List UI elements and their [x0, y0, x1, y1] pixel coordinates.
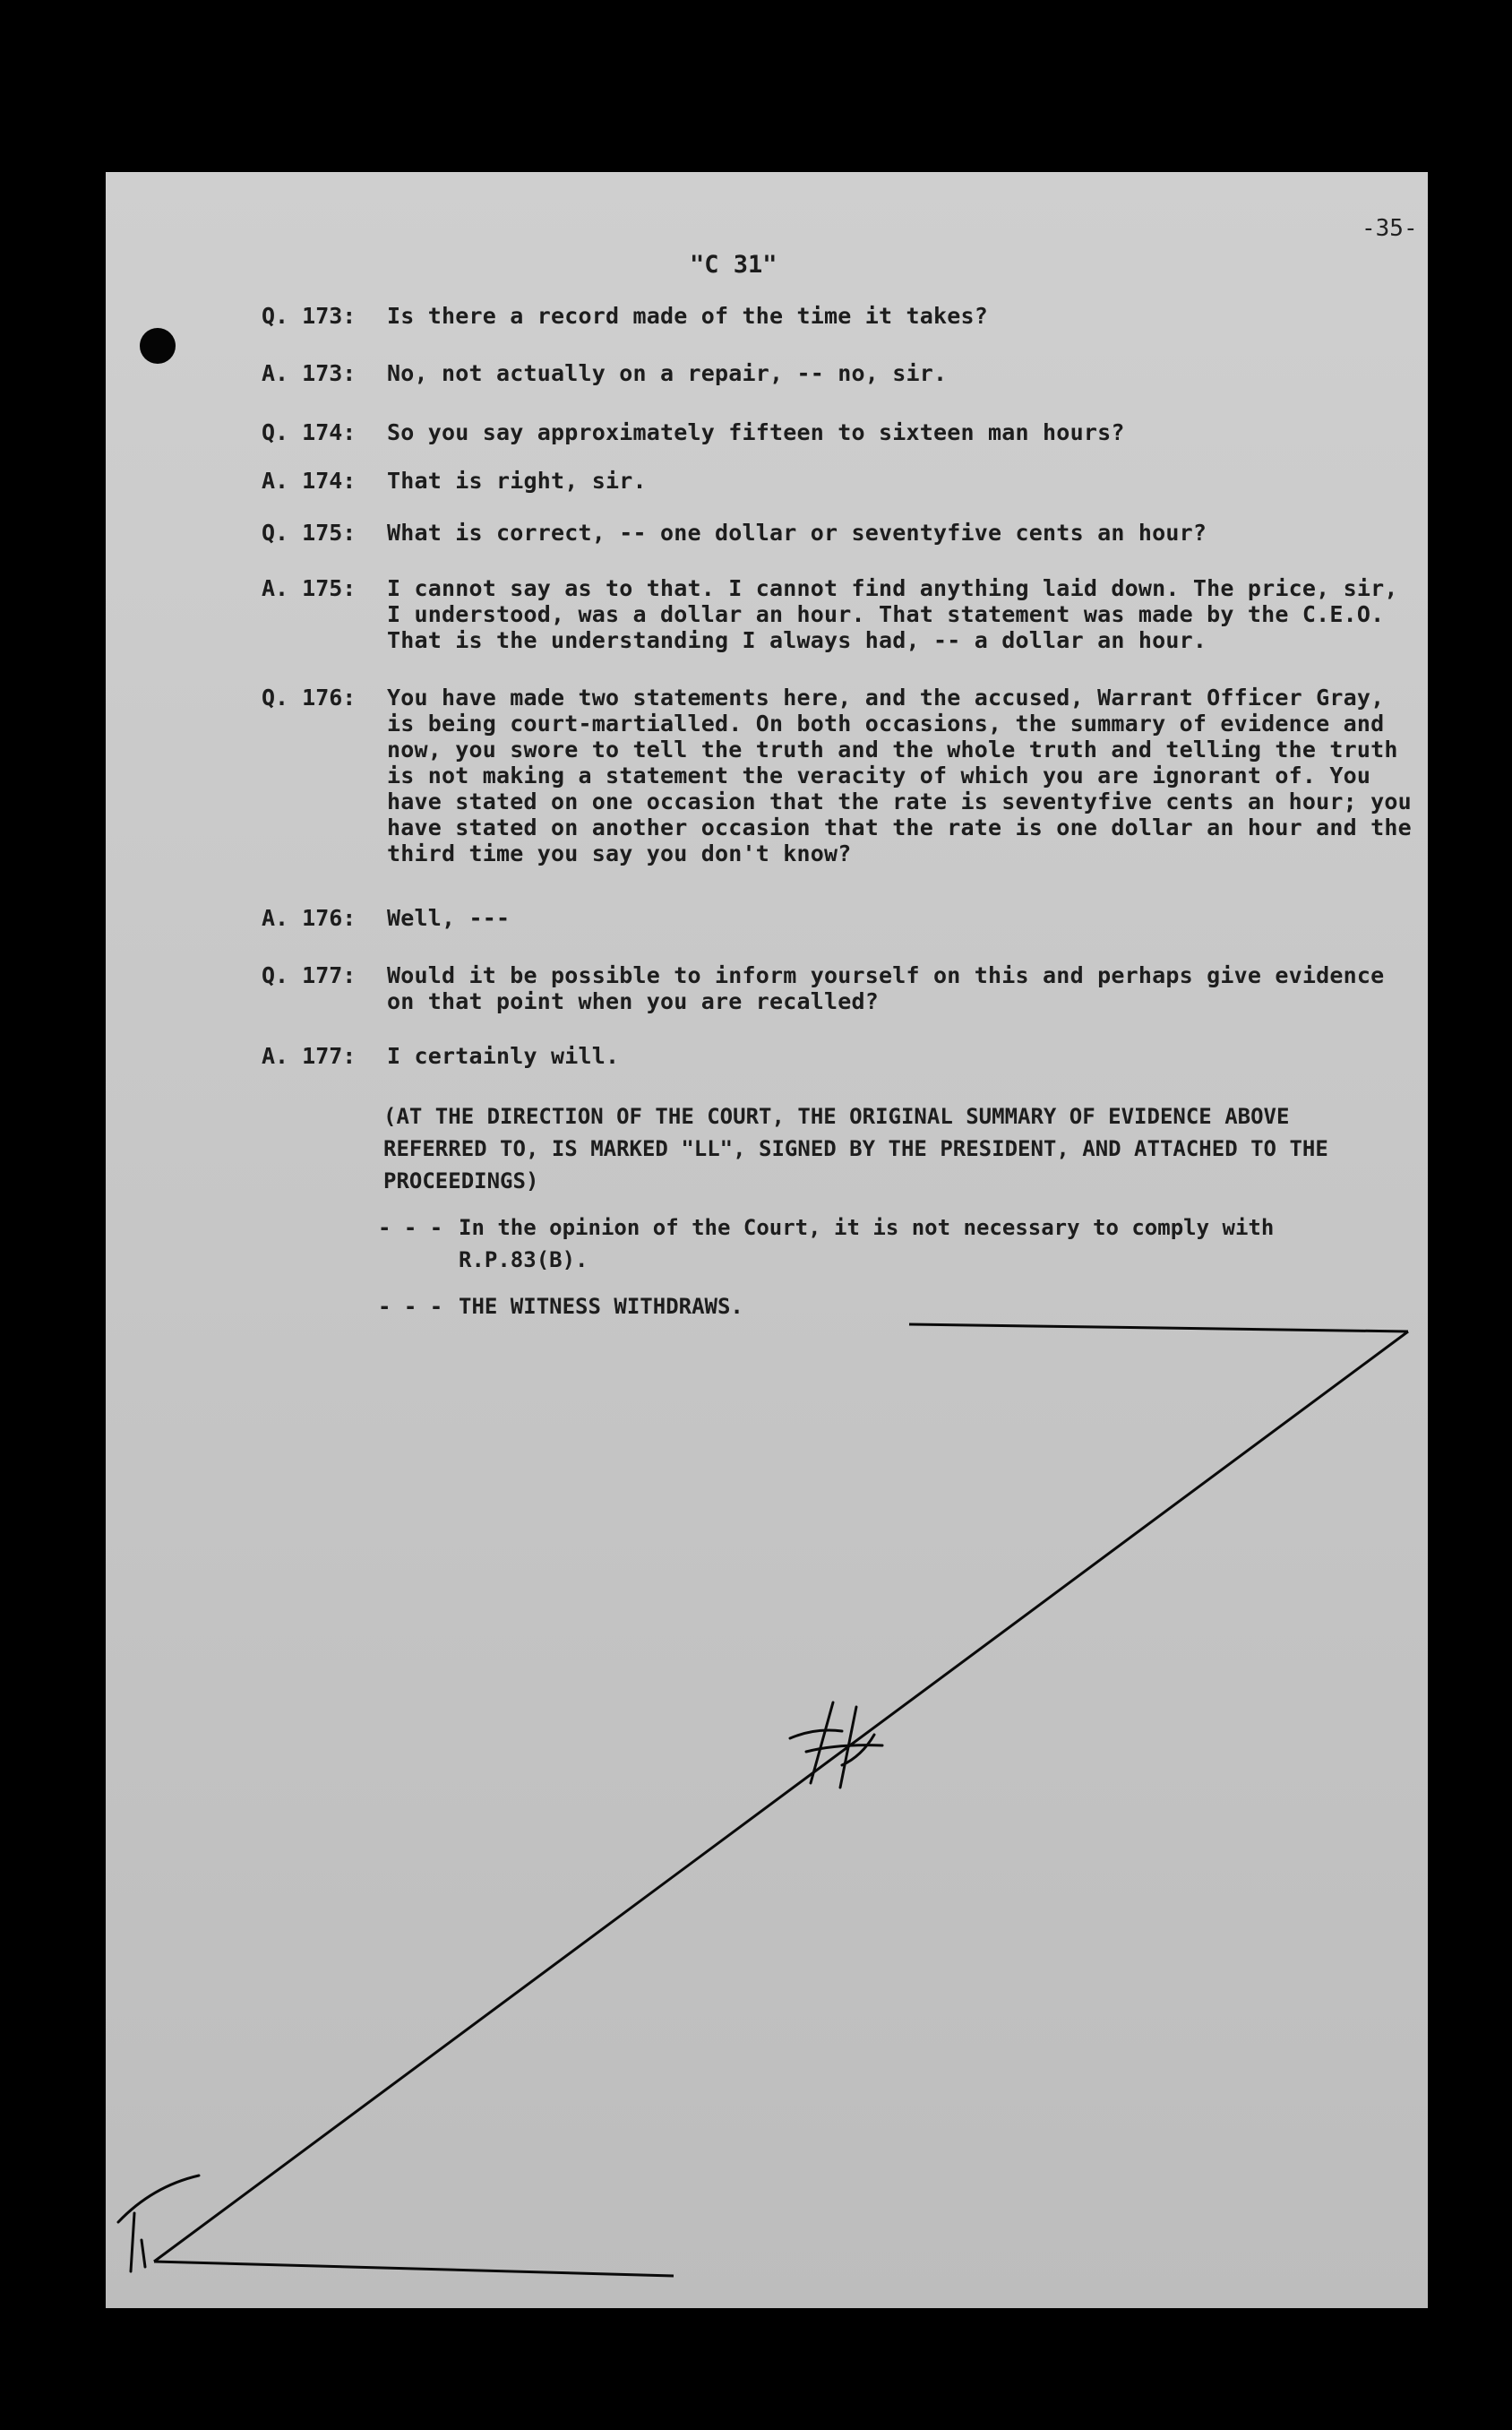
handwritten-initials-mark: [790, 1702, 882, 1788]
qa-label: A. 174:: [262, 468, 357, 494]
qa-text: No, not actually on a repair, -- no, sir.: [387, 360, 948, 386]
qa-text: What is correct, -- one dollar or seventyfive cents an hour?: [387, 520, 1207, 546]
qa-text: I cannot say as to that. I cannot find anything laid down. The price, sir, I understood, was a dollar an hour. That statement was made by the C.E.O. That is the understanding I always had, -- a dollar an hour.: [387, 575, 1398, 653]
qa-text: Well, ---: [387, 905, 511, 931]
qa-text: I certainly will.: [387, 1043, 620, 1069]
qa-label: A. 176:: [262, 905, 357, 931]
court-direction: (AT THE DIRECTION OF THE COURT, THE ORIGINAL SUMMARY OF EVIDENCE ABOVE REFERRED TO, IS MARKED "LL", SIGNED BY THE PRESIDENT, AND ATTACHED TO THE PROCEEDINGS): [383, 1104, 1328, 1193]
note-text: In the opinion of the Court, it is not necessary to comply with R.P.83(B).: [459, 1215, 1275, 1272]
qa-text: You have made two statements here, and the accused, Warrant Officer Gray, is being court-martialled. On both occasions, the summary of evidence and now, you swore to tell the truth and the whole truth and telling the truth is not making a statement the veracity of which you are ignorant of. You have stated on one occasion that the rate is seventyfive cents an hour; you have stated on another occasion that the rate is one dollar an hour and the third time you say you don't know?: [387, 685, 1412, 866]
note-text: THE WITNESS WITHDRAWS.: [459, 1294, 743, 1319]
qa-label: Q. 176:: [262, 685, 357, 711]
closing-bottom-line: [154, 2262, 674, 2276]
qa-label: Q. 174:: [262, 419, 357, 445]
note-dashes: - - -: [378, 1294, 443, 1319]
qa-label: Q. 173:: [262, 303, 357, 329]
page-number: -35-: [1362, 215, 1418, 242]
qa-label: A. 173:: [262, 360, 357, 386]
qa-text: That is right, sir.: [387, 468, 647, 494]
qa-text: Is there a record made of the time it takes?: [387, 303, 989, 329]
document-heading: "C 31": [690, 251, 777, 279]
note-dashes: - - -: [378, 1215, 443, 1240]
closing-top-line: [909, 1324, 1408, 1331]
qa-label: A. 175:: [262, 575, 357, 601]
qa-text: So you say approximately fifteen to sixteen man hours?: [387, 419, 1125, 445]
qa-label: A. 177:: [262, 1043, 357, 1069]
qa-label: Q. 177:: [262, 962, 357, 988]
closing-diagonal-line: [154, 1331, 1408, 2262]
qa-label: Q. 175:: [262, 520, 357, 546]
qa-text: Would it be possible to inform yourself on this and perhaps give evidence on that point when you are recalled?: [387, 962, 1385, 1014]
